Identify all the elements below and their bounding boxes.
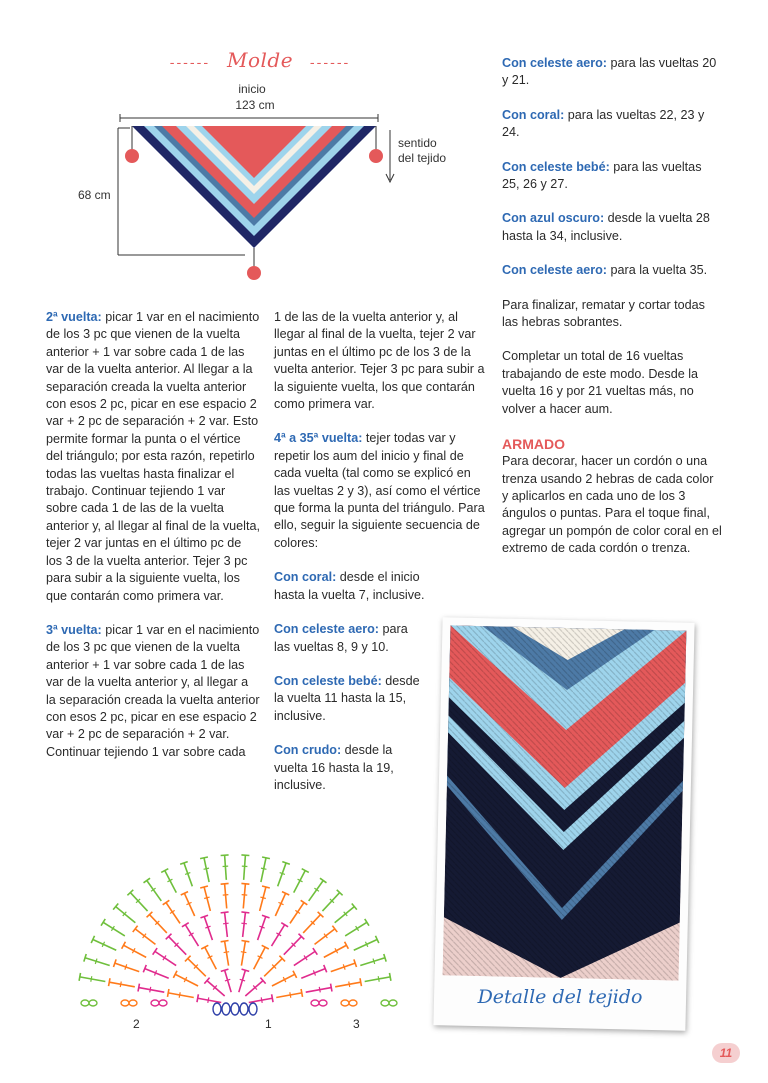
chain-stitch-1 xyxy=(213,1003,221,1015)
stitch-row-5-20 xyxy=(91,936,116,950)
stitch-row-4-9 xyxy=(241,883,249,908)
stitch-row-5-12 xyxy=(221,855,229,880)
stitch-row-5-18 xyxy=(113,903,135,922)
stitch-row-4-17 xyxy=(113,959,139,971)
diagram-label-2: 2 xyxy=(133,1017,140,1031)
paragraph-celeste-aero: Con celeste aero: para las vueltas 8, 9 y 10. xyxy=(274,622,408,654)
column-1 xyxy=(46,309,260,778)
stitch-row-1-6 xyxy=(197,994,221,1003)
column-3 xyxy=(502,55,722,558)
stitch-row-2-7 xyxy=(201,945,216,969)
stitch-row-3-9 xyxy=(200,915,212,940)
side-chain-6-2 xyxy=(389,1000,397,1006)
height-label: 68 cm xyxy=(78,188,111,202)
stitch-row-4-14 xyxy=(147,912,167,933)
paragraph-coral-22: Con coral: para las vueltas 22, 23 y 24. xyxy=(502,107,705,140)
pompom-right xyxy=(369,149,383,163)
stitch-row-3-1 xyxy=(306,984,332,993)
stitch-row-3-11 xyxy=(166,934,186,955)
stitch-row-3-4 xyxy=(284,934,304,955)
stitch-row-1-4 xyxy=(221,969,231,992)
stitch-row-1-1 xyxy=(249,994,273,1003)
stitch-row-5-9 xyxy=(278,862,290,887)
stitch-row-5-8 xyxy=(294,869,309,893)
paragraph-continuation: 1 de las de la vuelta anterior y, al llegar al final de la vuelta, tejer 2 var juntas en el último pc de los 3 de la vuelta anterior. Tejer 3 pc para subir a la siguiente vuelta, los que contarán como primera var. xyxy=(274,310,485,412)
stitch-row-5-19 xyxy=(101,919,125,936)
stitch-row-3-8 xyxy=(221,912,229,937)
chain-stitch-2 xyxy=(222,1003,230,1015)
paragraph-finalizar: Para finalizar, rematar y cortar todas las hebras sobrantes. xyxy=(502,297,705,330)
stitch-row-4-6 xyxy=(290,900,307,923)
stitch-row-2-4 xyxy=(254,945,269,969)
stitch-row-3-13 xyxy=(143,965,168,978)
diagram-label-1: 1 xyxy=(265,1017,272,1031)
side-chain-5-1 xyxy=(341,1000,349,1006)
stitch-row-4-13 xyxy=(163,900,180,923)
stitch-row-1-2 xyxy=(245,978,265,996)
stitch-row-4-15 xyxy=(133,926,156,945)
stitch-row-3-3 xyxy=(294,948,317,966)
chain-stitch-4 xyxy=(240,1003,248,1015)
stitch-row-5-7 xyxy=(309,878,327,901)
paragraph-armado: Para decorar, hacer un cordón o una trenza usando 2 hebras de cada color y aplicarlos en cada uno de los 3 ángulos o puntas. Para el toque final, agregar un pompón de color coral en el extremo de cada cordón o trenza. xyxy=(502,454,722,556)
stitch-row-4-1 xyxy=(335,978,361,987)
stitch-row-3-7 xyxy=(241,912,249,937)
stitch-row-5-15 xyxy=(161,869,176,893)
molde-title-text: Molde xyxy=(226,48,294,72)
stitch-row-4-5 xyxy=(303,912,323,933)
paragraph-vuelta-2: 2ª vuelta: picar 1 var en el nacimiento de los 3 pc que vienen de la vuelta anterior + 1 var sobre cada 1 de las var de la vuelta anterior. Al llegar a la separación creada la vuelta anterior con esos 2 pc, picar en ese espacio 2 var + 2 pc de separación + 2 var. Esto permite formar la punta o el vértice del triángulo; por esta razón, repetirlo todas las vueltas hasta finalizar el trabajo. Continuar tejiendo 1 var sobre cada 1 de las de la vuelta anterior y, al llegar al final de la vuelta, tejer 2 var juntas en el último pc de los 3 de la vuelta anterior. Tejer 3 pc para subir a la siguiente vuelta, los que contarán como primera var. xyxy=(46,310,260,603)
stitch-row-4-7 xyxy=(275,892,289,916)
side-chain-5-2 xyxy=(349,1000,357,1006)
inicio-label: inicio xyxy=(238,82,266,96)
stitch-row-3-6 xyxy=(258,915,270,940)
stitch-row-3-12 xyxy=(153,948,176,966)
paragraph-celeste-bebe-25: Con celeste bebé: para las vueltas 25, 26 y 27. xyxy=(502,159,702,192)
paragraph-celeste-aero-35: Con celeste aero: para la vuelta 35. xyxy=(502,263,708,278)
stitch-row-5-14 xyxy=(180,862,192,887)
stitch-row-5-16 xyxy=(144,878,162,901)
paragraph-celeste-aero-20: Con celeste aero: para las vueltas 20 y 21. xyxy=(502,56,717,88)
stitch-row-5-13 xyxy=(200,857,209,882)
diagram-label-3: 3 xyxy=(353,1017,360,1031)
side-chain-2-1 xyxy=(121,1000,129,1006)
stitch-row-3-5 xyxy=(272,923,289,946)
stitch-row-4-2 xyxy=(331,959,357,971)
side-chain-3-2 xyxy=(159,1000,167,1006)
stitch-row-4-10 xyxy=(221,883,229,908)
paragraph-crudo: Con crudo: desde la vuelta 16 hasta la 19, inclusive. xyxy=(274,743,394,792)
paragraph-vuelta-3: 3ª vuelta: picar 1 var en el nacimiento de los 3 pc que vienen de la vuelta anterior + 1 var sobre cada 1 de las var de la vuelta anterior y, al llegar a la separación creada la vuelta anterior con esos 2 pc, picar en ese espacio 2 var + 2 pc de separación + 2 var. Continuar tejiendo 1 var sobre cada xyxy=(46,622,260,759)
paragraph-completar: Completar un total de 16 vueltas trabajando de este modo. Desde la vuelta 16 y por 21 vueltas más, no volver a hacer aum. xyxy=(502,349,699,416)
stitch-row-1-3 xyxy=(239,969,249,992)
stitch-row-4-12 xyxy=(181,892,195,916)
paragraph-vuelta-4-35: 4ª a 35ª vuelta: tejer todas var y repetir los aum del inicio y final de cada vuelta (tal como se explicó en las vueltas 2 y 3), así como el vértice que forma la punta del triángulo. Para ello, seguir la siguiente secuencia de colores: xyxy=(274,431,485,550)
stitch-row-5-1 xyxy=(365,973,391,982)
stitch-row-2-10 xyxy=(167,989,193,998)
photo-caption: Detalle del tejido xyxy=(477,986,643,1008)
side-chain-4-1 xyxy=(311,1000,319,1006)
paragraph-azul-oscuro: Con azul oscuro: desde la vuelta 28 hasta la 34, inclusive. xyxy=(502,211,710,243)
armado-heading: ARMADO xyxy=(502,436,565,453)
side-chain-2-2 xyxy=(129,1000,137,1006)
stitch-row-5-10 xyxy=(261,857,270,882)
stitch-row-3-2 xyxy=(301,965,326,978)
stitch-row-2-6 xyxy=(221,941,230,966)
stitch-row-5-4 xyxy=(345,919,369,936)
stitch-row-5-11 xyxy=(241,855,249,880)
stitch-row-2-9 xyxy=(173,971,198,986)
chain-stitch-5 xyxy=(249,1003,257,1015)
side-chain-4-2 xyxy=(319,1000,327,1006)
stitch-row-4-3 xyxy=(324,942,349,958)
stitch-row-5-2 xyxy=(360,954,386,966)
stitch-row-3-14 xyxy=(138,984,164,993)
stitch-row-5-3 xyxy=(354,936,379,950)
stitch-row-5-5 xyxy=(335,903,357,922)
stitch-row-4-8 xyxy=(260,886,270,911)
paragraph-celeste-bebe: Con celeste bebé: desde la vuelta 11 hasta la 15, inclusive. xyxy=(274,673,420,723)
del-tejido-label: del tejido xyxy=(398,151,447,165)
side-chain-1-2 xyxy=(89,1000,97,1006)
stitch-row-5-17 xyxy=(127,890,147,911)
stitch-row-4-18 xyxy=(109,978,135,987)
stitch-row-5-22 xyxy=(79,973,105,982)
photo-frame xyxy=(433,617,694,1031)
stitch-row-2-5 xyxy=(241,941,250,966)
stitch-row-5-6 xyxy=(322,890,342,911)
page-number: 11 xyxy=(712,1043,740,1063)
chain-stitch-3 xyxy=(231,1003,239,1015)
stitch-row-3-10 xyxy=(182,923,199,946)
knit-detail-photo xyxy=(433,617,694,1031)
side-chain-3-1 xyxy=(151,1000,159,1006)
sentido-label: sentido xyxy=(398,136,437,150)
stitch-row-2-1 xyxy=(276,989,302,998)
stitch-row-5-21 xyxy=(84,954,110,966)
stitch-row-4-4 xyxy=(315,926,338,945)
stitch-row-2-2 xyxy=(272,971,297,986)
molde-title: ------ Molde ------ xyxy=(169,48,351,72)
stitch-row-2-3 xyxy=(264,956,285,977)
paragraph-coral: Con coral: desde el inicio hasta la vuelta 7, inclusive. xyxy=(274,570,425,602)
stitch-row-1-5 xyxy=(204,978,224,996)
width-label: 123 cm xyxy=(235,98,275,112)
pompom-bottom xyxy=(247,266,261,280)
molde-diagram xyxy=(110,110,400,285)
stitch-row-4-11 xyxy=(200,886,210,911)
pompom-left xyxy=(125,149,139,163)
side-chain-1-1 xyxy=(81,1000,89,1006)
stitch-row-4-16 xyxy=(122,942,147,958)
side-chain-6-1 xyxy=(381,1000,389,1006)
stitch-diagram xyxy=(60,845,410,1045)
stitch-row-2-8 xyxy=(185,956,206,977)
